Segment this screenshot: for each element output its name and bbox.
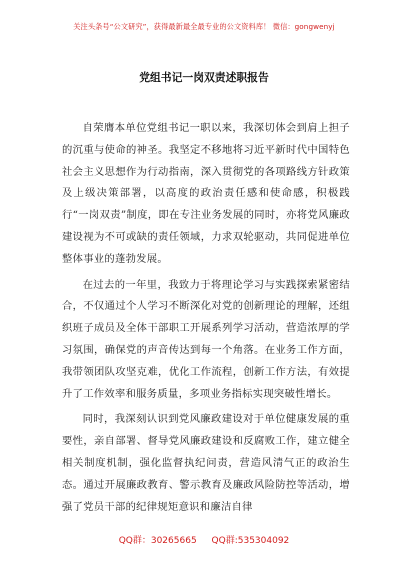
footer-contacts [0, 533, 408, 546]
body-paragraph: 同时，我深刻认识到党风廉政建设对于单位健康发展的重要性，亲自部署、督导党风廉政建设和反腐败工作，建立健全相关制度机制，强化监督执纪问责，营造风清气正的政治生态。通过开展廉政教育、警示教育及廉政风险防控等活动，增强了党员干部的纪律规矩意识和廉洁自律 [62, 413, 350, 513]
header-banner: 关注头条号“公文研究”，获得最新最全最专业的公文资料库！ 微信：gongwenyj [73, 22, 335, 31]
body-paragraph: 在过去的一年里，我致力于将理论学习与实践探索紧密结合，不仅通过个人学习不断深化对党的创新理论的理解，还组织班子成员及全体干部职工开展系列学习活动，营造浓厚的学习氛围，确保党的声音传达到每一个角落。在业务工作方面，我带领团队攻坚克难，优化工作流程，创新工作方法，有效提升了工作效率和服务质量，多项业务指标实现突破性增长。 [62, 278, 350, 400]
document-body [62, 118, 350, 522]
footer-qq-group-1: QQ群：30265665 [118, 536, 197, 546]
document-title: 党组书记一岗双责述职报告 [139, 71, 269, 84]
footer-qq-group-2: QQ群:535304092 [211, 536, 290, 546]
body-paragraph: 自荣膺本单位党组书记一职以来，我深切体会到肩上担子的沉重与使命的神圣。我坚定不移地将习近平新时代中国特色社会主义思想作为行动指南，深入贯彻党的各项路线方针政策及上级决策部署，以高度的政治责任感和使命感，积极践行“一岗双责”制度，即在专注业务发展的同时，亦将党风廉政建设视为不可或缺的责任领域，力求双轮驱动，共同促进单位整体事业的蓬勃发展。 [62, 122, 350, 265]
